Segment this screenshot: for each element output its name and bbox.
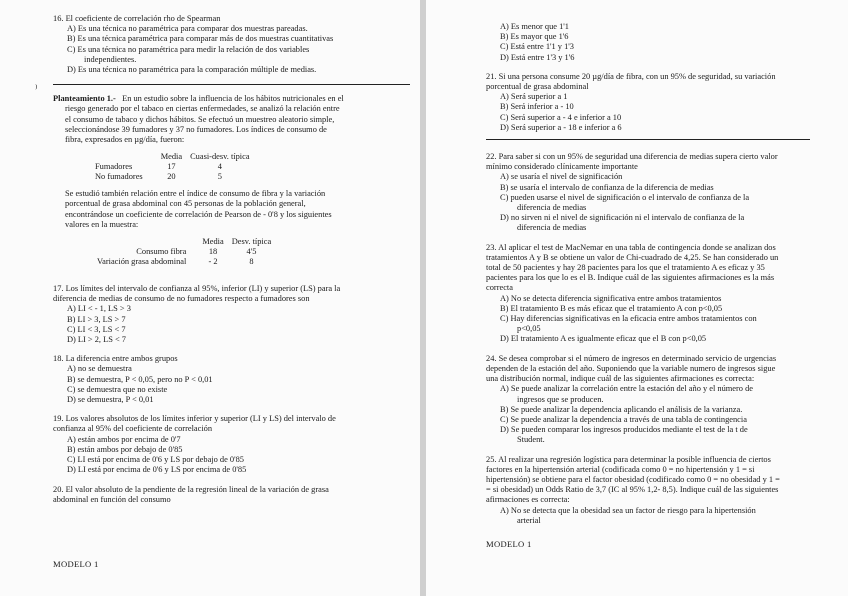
option-d-continued: diferencia de medias — [517, 223, 587, 233]
question-stem: 20. El valor absoluto de la pendiente de la regresión lineal de la variación de grasa — [53, 484, 329, 494]
row-label: Variación grasa abdominal — [97, 257, 187, 267]
scan-mark: ⁾ — [35, 84, 38, 95]
question-stem-cont: factores en la hipertensión arterial (codificada como 0 = no hipertensión y 1 = si — [486, 464, 755, 474]
planteamiento-label: Planteamiento 1.- — [53, 94, 116, 104]
option-c: C) Está entre 1'1 y 1'3 — [500, 42, 574, 52]
question-16 — [53, 14, 410, 75]
option-c: C) LI está por encima de 0'6 y LS por debajo de 0'85 — [67, 455, 244, 465]
question-stem: 16. El coeficiente de correlación rho de Spearman — [53, 14, 221, 23]
option-a: A) están ambos por encima de 0'7 — [67, 434, 181, 444]
question-stem: 22. Para saber si con un 95% de seguridad una diferencia de medias supera cierto valor — [486, 152, 778, 162]
question-23 — [486, 243, 810, 345]
table-header: Cuasi-desv. típica — [190, 152, 250, 162]
planteamiento-line-7: porcentual de grasa abdominal con 45 personas de la población general, — [65, 199, 306, 209]
planteamiento-line-8: encontrándose un coeficiente de correlación de Pearson de - 0'8 y los siguientes — [65, 209, 332, 219]
question-stem-cont: correcta — [486, 283, 513, 293]
table-header: Media — [202, 237, 224, 247]
planteamiento-line-9: valores en la muestra: — [65, 219, 139, 229]
question-stem-cont: tratamientos A y B se obtiene un valor de Chi-cuadrado de 4,25. Se han considerado un — [486, 252, 779, 262]
table-row — [93, 257, 275, 267]
table-header: Media — [160, 152, 183, 162]
row-label: No fumadores — [95, 172, 143, 182]
question-stem-cont: = si obesidad) un Odds Ratio de 3,7 (IC al 95% 1,2- 8,5). Indique cuál de las siguientes — [486, 485, 779, 495]
option-c-continued: diferencia de medias — [517, 203, 587, 213]
option-c: C) LI < 3, LS < 7 — [67, 324, 126, 334]
option-a: A) Es una técnica no paramétrica para comparar dos muestras pareadas. — [67, 24, 308, 34]
option-d: D) Será superior a - 18 e inferior a 6 — [500, 122, 622, 132]
option-b: B) Es una técnica paramétrica para comparar más de dos muestras cuantitativas — [67, 34, 334, 44]
option-c-continued: independientes. — [84, 54, 137, 64]
option-d: D) se demuestra, P < 0,01 — [67, 395, 154, 405]
option-b: B) Se puede analizar la dependencia aplicando el análisis de la varianza. — [500, 404, 743, 414]
planteamiento-line-5: fibra, expresados en µg/día, fueron: — [65, 135, 185, 145]
option-d: D) Está entre 1'3 y 1'6 — [500, 52, 575, 62]
cell-sd: 4'5 — [246, 247, 257, 257]
table-header: Desv. típica — [231, 237, 272, 247]
option-d: D) El tratamiento A es igualmente eficaz que el B con p<0,05 — [500, 334, 707, 344]
cell-media: 18 — [208, 247, 218, 257]
option-c: C) Hay diferencias significativas en la eficacia entre ambos tratamientos con — [500, 314, 757, 324]
question-stem-cont: una distribución normal, indique cuál de las siguientes afirmaciones es correcta: — [486, 374, 755, 384]
question-stem-cont: diferencia de medias de consumo de no fumadores respecto a fumadores son — [53, 294, 310, 304]
divider — [486, 139, 810, 140]
question-stem: 23. Al aplicar el test de MacNemar en una tabla de contingencia donde se analizan dos — [486, 242, 776, 252]
question-stem: 18. La diferencia entre ambos grupos — [53, 354, 178, 364]
planteamiento-line-2: riesgo generado por el tabaco en ciertas enfermedades, se analizó la relación entre — [65, 104, 340, 114]
question-17 — [53, 284, 410, 345]
question-stem: 19. Los valores absolutos de los límites inferior y superior (LI y LS) del intervalo de — [53, 414, 336, 424]
question-stem-cont: confianza al 95% del coeficiente de correlación — [53, 424, 213, 434]
row-label: Fumadores — [95, 162, 133, 172]
option-a: A) LI < - 1, LS > 3 — [67, 304, 131, 314]
left-page — [0, 0, 420, 596]
option-c: C) Será superior a - 4 e inferior a 10 — [500, 112, 622, 122]
page-footer: MODELO 1 — [486, 539, 532, 549]
question-stem-cont: hipertensión) se obtiene para el factor obesidad (codificado como 0 = no obesidad y 1 = — [486, 474, 780, 484]
planteamiento-1 — [53, 94, 410, 267]
question-stem: 24. Se desea comprobar si el número de ingresos en determinado servicio de urgencias — [486, 353, 777, 363]
divider — [53, 84, 410, 85]
option-c: C) pueden usarse el nivel de significación o el intervalo de confianza de la — [500, 192, 750, 202]
table-row — [91, 162, 254, 172]
question-21 — [486, 72, 810, 133]
cell-sd: 8 — [249, 257, 254, 267]
option-b: B) Es mayor que 1'6 — [500, 32, 569, 42]
option-c: C) se demuestra que no existe — [67, 384, 168, 394]
option-a-continued: ingresos que se producen. — [517, 394, 604, 404]
table-row — [93, 247, 275, 257]
table-fibra-grasa — [93, 237, 275, 267]
option-a: A) Es menor que 1'1 — [500, 22, 569, 31]
question-20-options — [486, 22, 810, 63]
option-b: B) están ambos por debajo de 0'85 — [67, 444, 183, 454]
option-d: D) no sirven ni el nivel de significación ni el intervalo de confianza de la — [500, 213, 745, 223]
question-stem-cont: mínimo considerado clínicamente importante — [486, 162, 638, 172]
question-stem: 21. Si una persona consume 20 µg/día de fibra, con un 95% de seguridad, su variación — [486, 71, 776, 81]
table-fibra-grupos — [91, 152, 254, 182]
option-c: C) Se puede analizar la dependencia a través de una tabla de contingencia — [500, 414, 747, 424]
question-stem-cont: afirmaciones es correcta: — [486, 495, 570, 505]
option-a: A) no se demuestra — [67, 364, 132, 374]
question-stem: 25. Al realizar una regresión logística para determinar la posible influencia de ciertos — [486, 454, 771, 464]
planteamiento-line-1: En un estudio sobre la influencia de los hábitos nutricionales en el — [122, 94, 344, 104]
option-a: A) No se detecta diferencia significativa entre ambos tratamientos — [500, 293, 722, 303]
cell-media: 20 — [167, 172, 176, 182]
question-18 — [53, 354, 410, 405]
cell-sd: 5 — [217, 172, 222, 182]
question-stem-cont: dependen de la estación del año. Suponiendo que la variable numero de ingresos sigue — [486, 363, 776, 373]
option-c-continued: p<0,05 — [517, 324, 541, 334]
option-b: B) se usaría el intervalo de confianza de la diferencia de medias — [500, 182, 714, 192]
table-row — [91, 172, 254, 182]
option-a: A) No se detecta que la obesidad sea un factor de riesgo para la hipertensión — [500, 505, 756, 515]
option-a-continued: arterial — [517, 515, 541, 525]
option-a: A) se usaría el nivel de significación — [500, 172, 623, 182]
option-d: D) Es una técnica no paramétrica para la comparación múltiple de medias. — [67, 65, 317, 75]
option-b: B) El tratamiento B es más eficaz que el tratamiento A con p<0,05 — [500, 303, 723, 313]
question-stem: 17. Los límites del intervalo de confianza al 95%, inferior (LI) y superior (LS) para la — [53, 284, 341, 294]
option-b: B) LI > 3, LS > 7 — [67, 314, 126, 324]
question-stem-cont: abdominal en función del consumo — [53, 494, 171, 504]
question-19 — [53, 414, 410, 475]
option-d: D) LI está por encima de 0'6 y LS por encima de 0'85 — [67, 465, 247, 475]
right-page — [426, 0, 848, 596]
planteamiento-line-3: el consumo de tabaco y dichos hábitos. Se efectuó un muestreo aleatorio simple, — [65, 114, 335, 124]
cell-media: 17 — [167, 162, 176, 172]
question-stem-cont: total de 50 pacientes y hay 28 pacientes para los que el tratamiento A es eficaz y 35 — [486, 263, 765, 273]
option-d: D) LI > 2, LS < 7 — [67, 335, 126, 345]
question-22 — [486, 152, 810, 234]
row-label: Consumo fibra — [136, 247, 187, 257]
question-stem-cont: porcentual de grasa abdominal — [486, 82, 589, 92]
page-footer: MODELO 1 — [53, 559, 99, 569]
option-b: B) se demuestra, P < 0,05, pero no P < 0,01 — [67, 374, 213, 384]
planteamiento-line-6: Se estudió también relación entre el índice de consumo de fibra y la variación — [65, 189, 326, 199]
option-c: C) Es una técnica no paramétrica para medir la relación de dos variables — [67, 44, 310, 54]
question-20 — [53, 485, 410, 505]
option-d: D) Se pueden comparar los ingresos producidos mediante el test de la t de — [500, 425, 748, 435]
cell-sd: 4 — [217, 162, 222, 172]
planteamiento-line-4: seleccionándose 39 fumadores y 37 no fumadores. Los índices de consumo de — [65, 124, 327, 134]
question-25 — [486, 455, 810, 526]
option-a: A) Se puede analizar la correlación entre la estación del año y el número de — [500, 384, 753, 394]
cell-media: - 2 — [208, 257, 218, 267]
question-stem-cont: pacientes para los que lo es el B. Indique cuál de las siguientes afirmaciones es la más — [486, 273, 775, 283]
option-b: B) Será inferior a - 10 — [500, 102, 574, 112]
question-24 — [486, 354, 810, 446]
option-a: A) Será superior a 1 — [500, 92, 568, 102]
option-d-continued: Student. — [517, 435, 545, 445]
